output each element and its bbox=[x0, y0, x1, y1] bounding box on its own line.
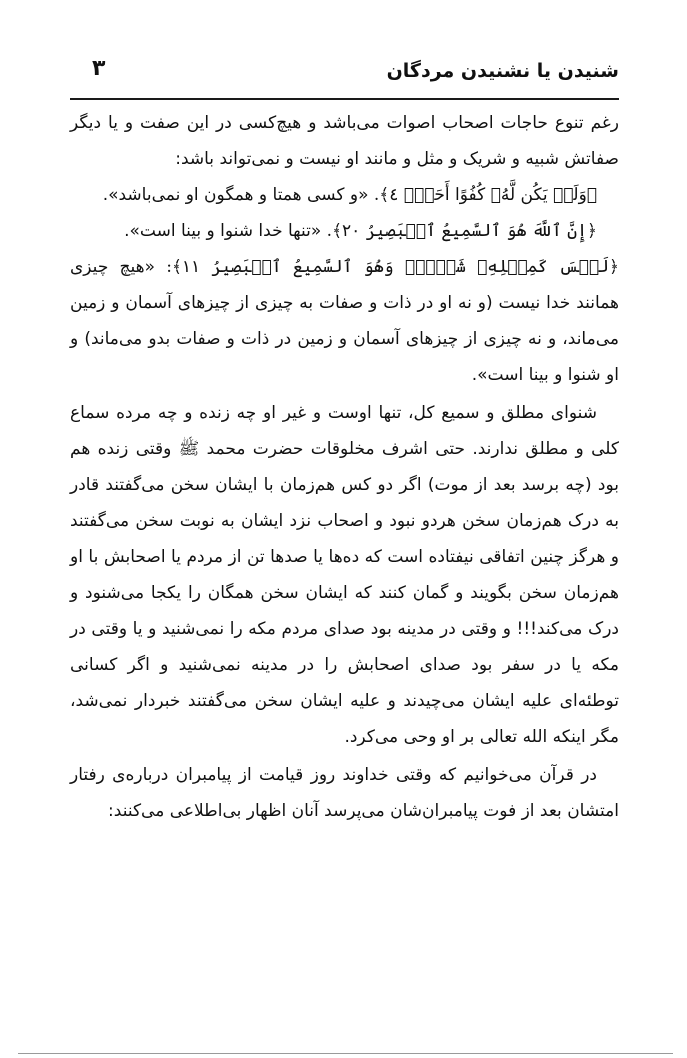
verse-1-translation: «و کسی همتا و همگون او نمی‌باشد». bbox=[102, 185, 374, 205]
verse-line-2 bbox=[70, 213, 619, 249]
page-header bbox=[70, 50, 619, 100]
paragraph-hearing bbox=[70, 395, 619, 755]
paragraph-continuation bbox=[70, 105, 619, 177]
paragraph-continuation-text: رغم تنوع حاجات اصحاب اصوات می‌باشد و هیچ‌کسی در این صفت و یا دیگر صفاتش شبیه و شریک و مثل و مانند او نیست و نمی‌تواند باشد: bbox=[70, 113, 619, 169]
verse-3-translation: «هیچ چیزی همانند خدا نیست (و نه او در ذات و صفات به چیزی از چیزهای آسمان و زمین می‌ماند، و نه چیزی از چیزهای آسمان و زمین در ذات و صفات بدو می‌ماند) و او شنوا و بینا است». bbox=[70, 257, 619, 385]
verse-1-arabic: ﴿وَلَمۡ يَكُن لَّهُۥ كُفُوًا أَحَدُۢ ٤﴾. bbox=[373, 185, 597, 205]
page-body bbox=[70, 105, 619, 829]
bottom-border-line bbox=[18, 1053, 673, 1054]
verse-line-3 bbox=[70, 249, 619, 393]
paragraph-quran-text: در قرآن می‌خوانیم که وقتی خداوند روز قیامت از پیامبران درباره‌ی رفتار امتشان بعد از فوت پیامبران‌شان می‌پرسد آنان اظهار بی‌اطلاعی می‌کنند: bbox=[70, 765, 619, 821]
page-number: ۳ bbox=[92, 56, 106, 81]
paragraph-quran bbox=[70, 757, 619, 829]
verse-3-arabic: ﴿لَيۡسَ كَمِثۡلِهِۦ شَيۡءٞۖ وَهُوَ ٱلسَّمِيعُ ٱلۡبَصِيرُ ١١﴾: bbox=[166, 257, 619, 277]
verse-2-arabic: ﴿إِنَّ ٱللَّهَ هُوَ ٱلسَّمِيعُ ٱلۡبَصِيرُ ٢٠﴾. bbox=[326, 221, 597, 241]
running-title: شنیدن یا نشنیدن مردگان bbox=[386, 60, 619, 82]
paragraph-hearing-text: شنوای مطلق و سمیع کل، تنها اوست و غیر او چه زنده و چه مرده سماع کلی و مطلق ندارند. حتی اشرف مخلوقات حضرت محمد ﷺ وقتی زنده هم بود (چه برسد بعد از موت) اگر دو کس هم‌زمان با ایشان سخن می‌گفتند قادر به درک هم‌زمان سخن هردو نبود و اصحاب نزد ایشان به نوبت سخن می‌گفتند و هرگز چنین اتفاقی نیفتاده است که ده‌ها یا صدها تن از مردم یا اصحابش با او هم‌زمان سخن بگویند و گمان کنند که ایشان سخن همگان را یکجا می‌شنود و درک می‌کند!!! و وقتی در مدینه بود صدای مردم مکه را نمی‌شنید و یا وقتی در مکه یا در سفر بود صدای اصحابش را در مدینه نمی‌شنید و اگر کسانی توطئه‌ای علیه ایشان می‌چیدند و علیه ایشان سخن می‌گفتند خبردار نمی‌شد، مگر اینکه الله تعالی بر او وحی می‌کرد. bbox=[70, 403, 619, 747]
verse-2-translation: «تنها خدا شنوا و بینا است». bbox=[124, 221, 327, 241]
verse-line-1 bbox=[70, 177, 619, 213]
